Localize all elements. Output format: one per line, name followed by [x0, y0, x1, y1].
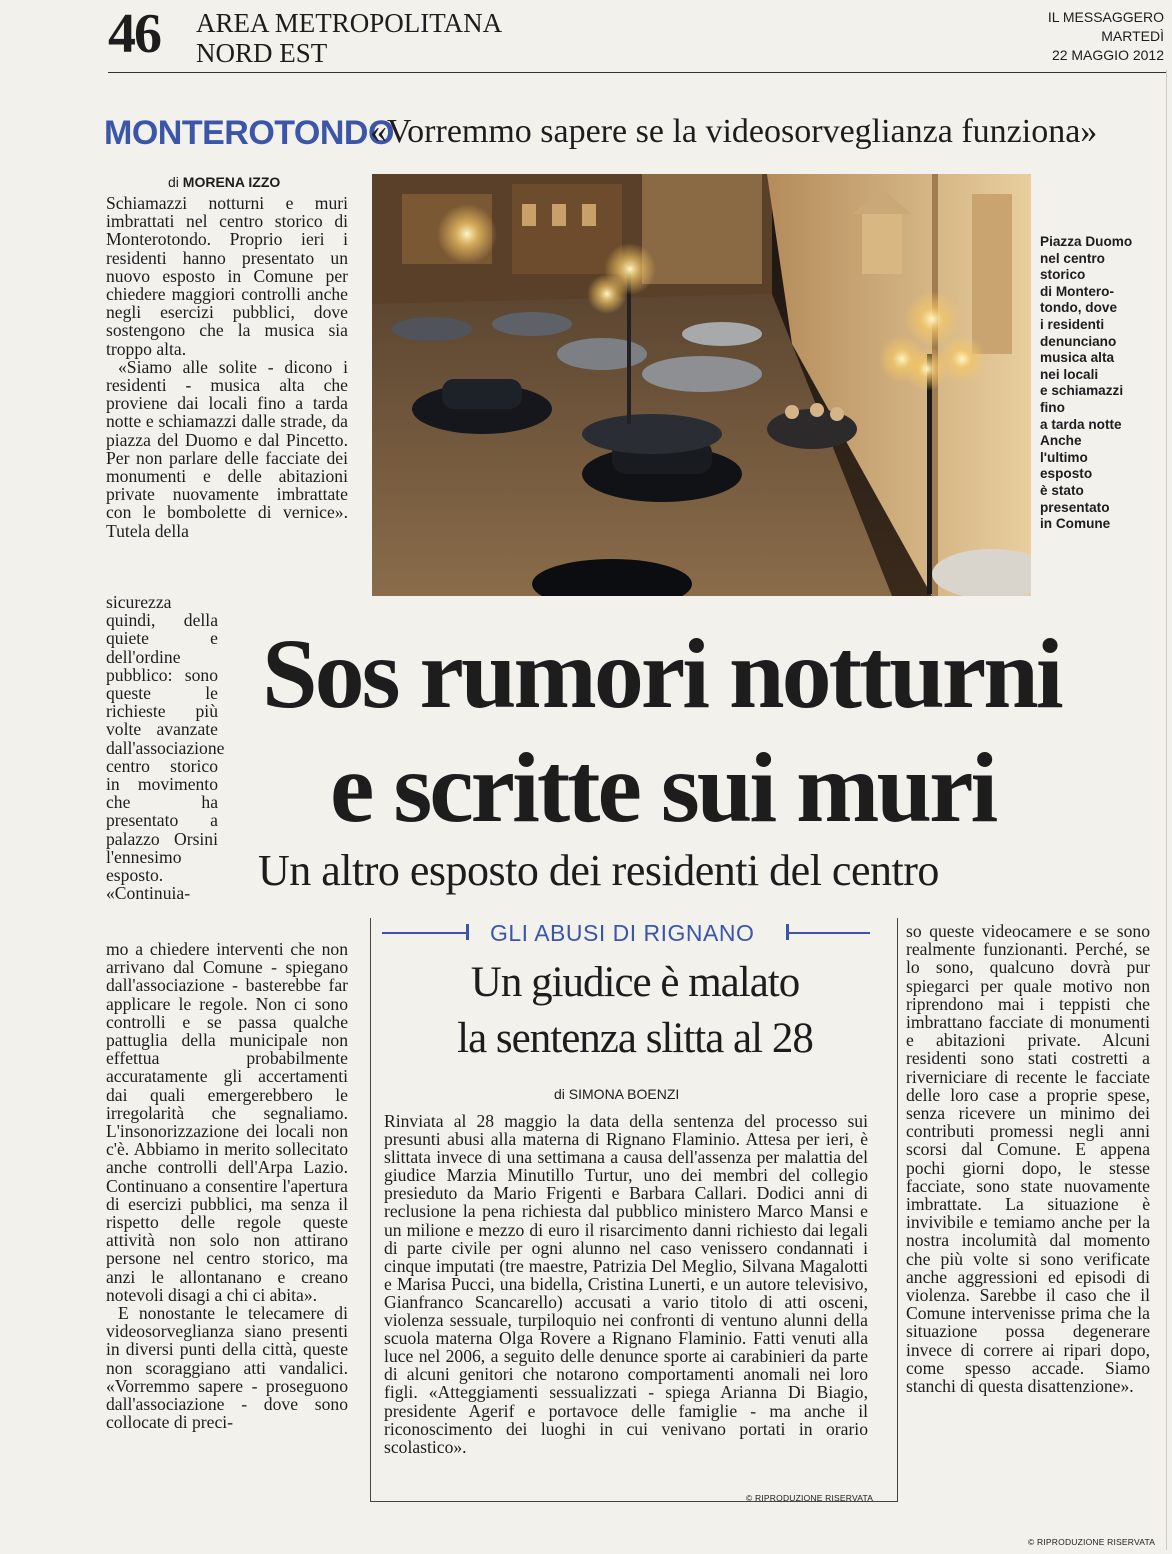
sidebar-body — [384, 1112, 868, 1456]
sidebar-title-line1: Un giudice è malato — [470, 959, 800, 1006]
headline-line1: Sos rumori notturni — [262, 618, 1061, 729]
headline-line2: e scritte sui muri — [330, 732, 996, 843]
caption-line: l'ultimo — [1040, 449, 1088, 465]
kicker-rule-left — [382, 932, 468, 934]
article-body-narrow — [106, 592, 225, 904]
page-number: 46 — [108, 3, 160, 65]
byline-prefix: di — [168, 174, 179, 190]
caption-line: tondo, dove — [1040, 300, 1118, 316]
sidebar-paragraph: Rinviata al 28 maggio la data della sentenza del processo sui presunti abusi alla materna di Rignano Flaminio. Attesa per ieri, è slittata invece di una settimana a causa dell'assenza per malattia del giudice Marzia Minutillo Turtur, uno dei membri del collegio presieduto da Mario Frigenti e Barbara Callari. Dodici anni di reclusione la pena richiesta dal pubblico ministero Marco Mansi e un milione e mezzo di euro il risarcimento danni richiesto dai legali di parte civile per ogni alunno nel caso venissero condannati i cinque imputati (tre maestre, Patrizia Del Meglio, Silvana Magalotti e Marisa Pucci, una bidella, Cristina Lunerti, e un autore televisivo, Gianfranco Scancarello) accusati a vario titolo di atti osceni, violenza sessuale, turpiloquio nei confronti di ventuno alunni della scuola materna Olga Rovere a Rignano Flaminio. Fatti venuti alla luce nel 2006, a seguito delle denunce sporte ai carabinieri da parte di alcuni genitori che notarono comportamenti anomali nei loro figli. «Atteggiamenti sessualizzati - spiega Arianna Di Biagio, presidente Agerif e portavoce delle famiglie - ma anche il riconoscimento dei luoghi in cui venivano portati in orario scolastico». — [384, 1111, 868, 1457]
article-body-column-1 — [106, 194, 348, 540]
article-overline: «Vorremmo sapere se la videosorveglianza funziona» — [370, 113, 1098, 150]
byline-prefix: di — [554, 1086, 565, 1102]
byline-author: MORENA IZZO — [182, 174, 281, 190]
article-photo — [372, 174, 1031, 596]
caption-line: in Comune — [1040, 516, 1111, 532]
sidebar-credit: © RIPRODUZIONE RISERVATA — [746, 1493, 874, 1503]
article-paragraph: Schiamazzi notturni e muri imbrattati nel centro storico di Monterotondo. Proprio ieri i residenti hanno presentato un nuovo esposto in Comune per chiedere maggiori controlli anche negli esercizi pubblici, dove sostengono che la musica sia troppo alta. — [106, 193, 348, 359]
byline-author: SIMONA BOENZI — [568, 1086, 680, 1102]
sidebar-kicker: GLI ABUSI DI RIGNANO — [490, 920, 755, 946]
caption-line: storico — [1040, 267, 1086, 283]
newspaper-name: IL MESSAGGERO — [1047, 9, 1164, 25]
sidebar-byline — [554, 1086, 679, 1102]
caption-line: nel centro — [1040, 250, 1105, 266]
header-rule — [108, 72, 1166, 73]
article-body-column-3 — [906, 922, 1150, 1395]
caption-line: i residenti — [1040, 316, 1105, 332]
caption-line: Piazza Duomo — [1040, 234, 1133, 249]
masthead-info — [1048, 8, 1164, 65]
caption-line: denunciano — [1040, 333, 1117, 349]
photo-caption — [1040, 234, 1160, 533]
caption-line: e schiamazzi — [1040, 383, 1124, 399]
caption-line: presentato — [1040, 499, 1110, 515]
article-byline — [168, 174, 280, 190]
section-title-line2: NORD EST — [196, 38, 328, 68]
article-credit: © RIPRODUZIONE RISERVATA — [1028, 1537, 1156, 1547]
page-edge — [1166, 70, 1167, 1550]
article-paragraph: «Siamo alle solite - dicono i residenti - musica alta che proviene dai locali fino a tarda notte e schiamazzi dalle strade, da piazza del Duomo e dal Pincetto. Per non parlare delle facciate dei monumenti e delle abitazioni private nuovamente imbrattate con le bombolette di vernice». Tutela della — [106, 356, 348, 541]
kicker-rule-left-tick — [466, 924, 469, 940]
caption-line: è stato — [1040, 482, 1084, 498]
article-paragraph: mo a chiedere interventi che non arrivano dal Comune - spiegano dall'associazione - basterebbe far applicare le regole. Non ci sono controlli e se passa qualche pattuglia della municipale non effettua probabilmente accuratamente gli accertamenti dai quali emergerebbero le irregolarità che segnaliamo. L'insonorizzazione dei locali non c'è. Abbiamo in merito sollecitato anche controlli dell'Arpa Lazio. Continuano a consentire l'apertura di esercizi pubblici, ma senza il rispetto delle regole queste attività non solo non attirano persone nel centro storico, ma anzi le allontanano e creano notevoli disagi a chi ci abita». — [106, 939, 348, 1305]
article-kicker: MONTEROTONDO — [104, 114, 394, 152]
article-body-column-1-cont — [106, 940, 348, 1431]
subheadline: Un altro esposto dei residenti del centro — [258, 846, 939, 895]
caption-line: musica alta — [1040, 350, 1115, 366]
article-paragraph: sicurezza quindi, della quiete e dell'ordine pubblico: sono queste le richieste più volte avanzate dall'associazione centro storico in movimento che ha presentato a palazzo Orsini l'ennesimo esposto. «Continuia- — [106, 592, 225, 904]
caption-line: esposto — [1040, 466, 1093, 482]
article-paragraph: so queste videocamere e se sono realmente funzionanti. Perché, se lo sono, qualcuno dovrà pur spiegarci per quale motivo non riprendono mai i teppisti che imbrattano facciate di monumenti e abitazioni private. Alcuni residenti sono stati costretti a riverniciare di recente le facciate delle loro case a proprie spese, senza ricevere un minimo dei contributi promessi negli anni scorsi dal Comune. E appena pochi giorni dopo, le stesse facciate, sono state nuovamente imbrattate. La situazione è invivibile e temiamo anche per la nostra incolumità dal momento che più volte si sono verificate anche aggressioni ed episodi di violenza. Sarebbe il caso che il Comune intervenisse prima che la situazione possa degenerare invece di correre ai ripari dopo, come spesso accade. Siamo stanchi di questa disattenzione». — [906, 921, 1150, 1397]
caption-line: fino — [1040, 399, 1065, 415]
night-square-illustration — [372, 174, 1031, 596]
section-title-line1: AREA METROPOLITANA — [196, 8, 503, 38]
kicker-rule-right — [788, 932, 870, 934]
caption-line: Anche — [1040, 433, 1082, 449]
caption-line: di Montero- — [1040, 283, 1114, 299]
caption-line: a tarda notte — [1040, 416, 1122, 432]
sidebar-title-line2: la sentenza slitta al 28 — [457, 1015, 813, 1062]
article-paragraph: E nonostante le telecamere di videosorveglianza siano presenti in diversi punti della città, queste non scoraggiano atti vandalici. «Vorremmo sapere - proseguono dall'associazione - dove sono collocate di preci- — [106, 1303, 348, 1433]
caption-line: nei locali — [1040, 366, 1099, 382]
weekday: MARTEDÌ — [1101, 28, 1164, 44]
issue-date: 22 MAGGIO 2012 — [1051, 47, 1164, 63]
